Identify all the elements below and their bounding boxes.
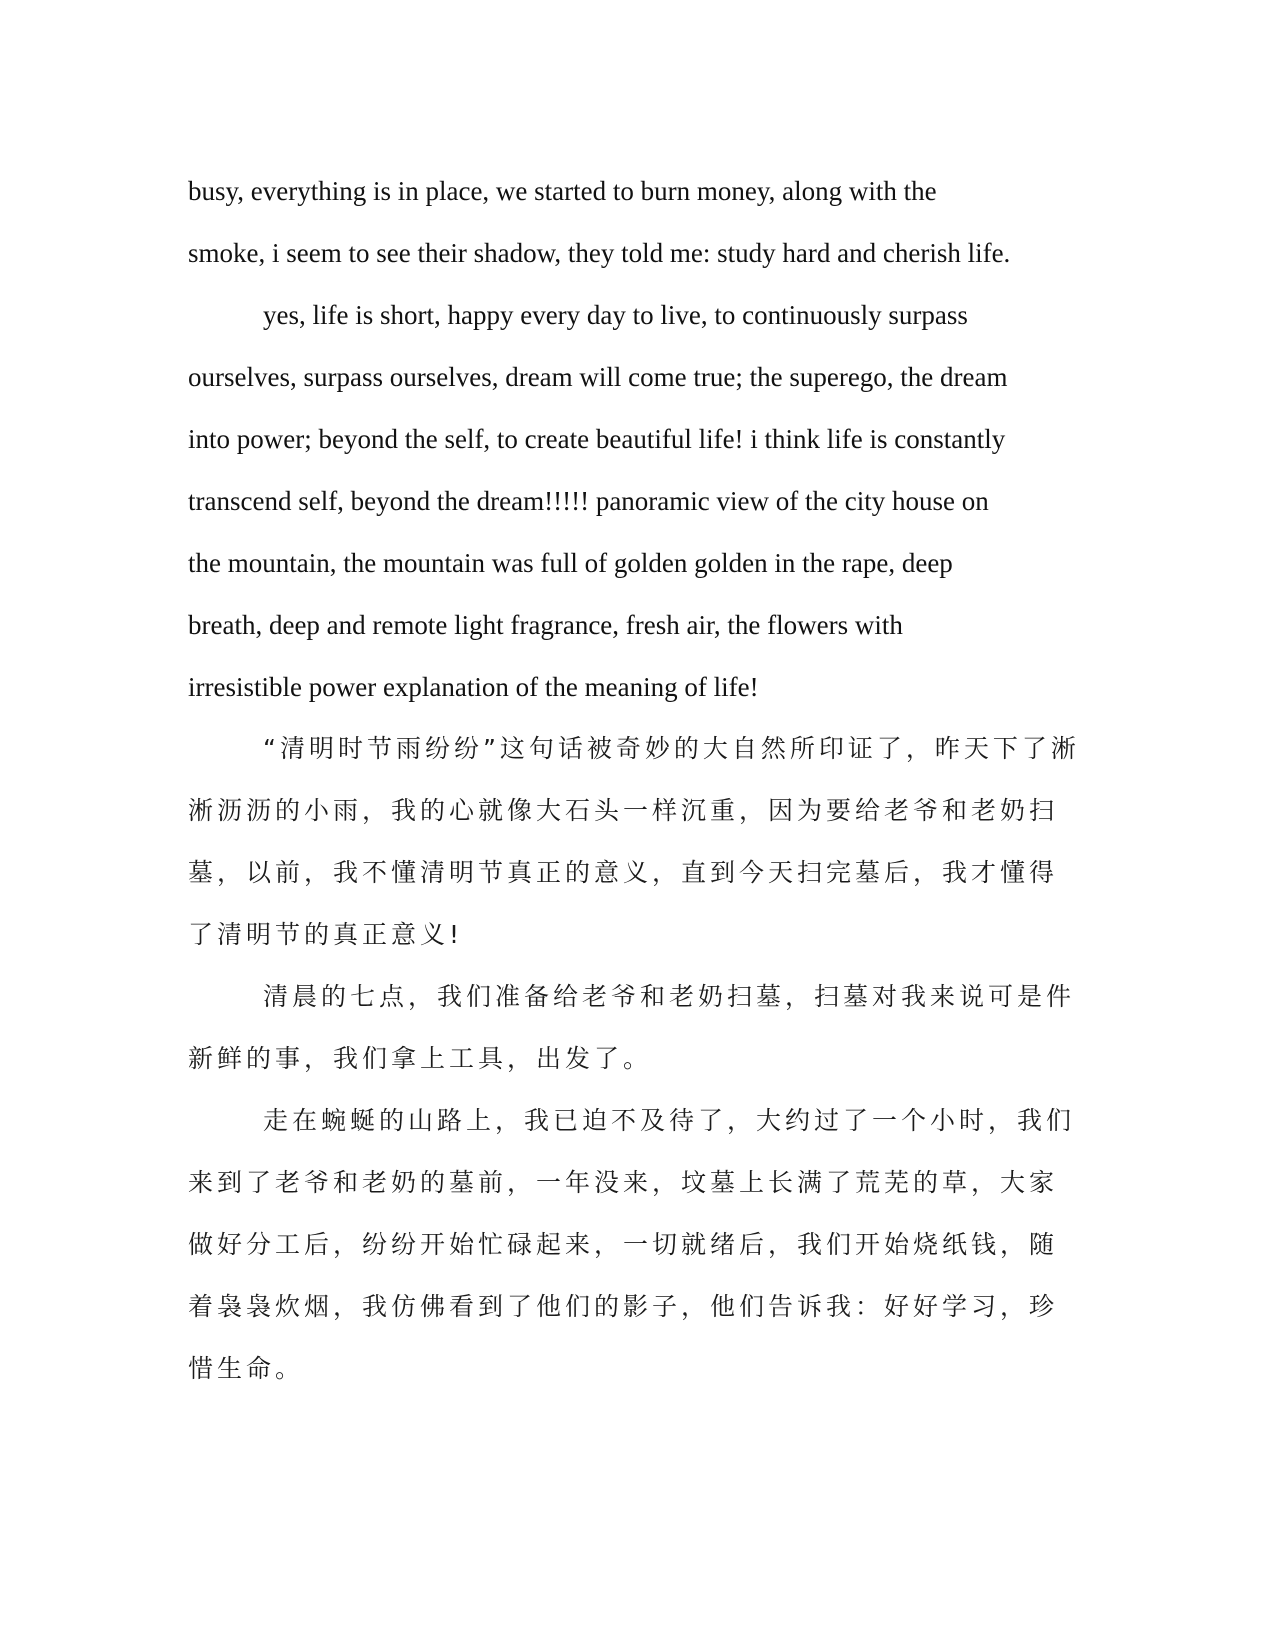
text-line: the mountain, the mountain was full of golden golden in the rape, deep [188, 548, 953, 578]
text-line: breath, deep and remote light fragrance, fresh air, the flowers with [188, 610, 903, 640]
chinese-paragraph-2 [188, 966, 1088, 1090]
text-line: yes, life is short, happy every day to live, to continuously surpass [263, 300, 968, 330]
text-line: “清明时节雨纷纷”这句话被奇妙的大自然所印证了，昨天下了淅 [263, 734, 1080, 763]
text-line: ourselves, surpass ourselves, dream will come true; the superego, the dream [188, 362, 1008, 392]
text-line: 清晨的七点，我们准备给老爷和老奶扫墓，扫墓对我来说可是件 [263, 982, 1076, 1011]
english-paragraph-1 [188, 160, 1088, 284]
text-line: into power; beyond the self, to create beautiful life! i think life is constantly [188, 424, 1006, 454]
text-line: busy, everything is in place, we started to burn money, along with the [188, 176, 937, 206]
text-line: 了清明节的真正意义! [188, 920, 464, 949]
text-line: 淅沥沥的小雨，我的心就像大石头一样沉重，因为要给老爷和老奶扫 [188, 796, 1059, 825]
text-line: 惜生命。 [188, 1354, 305, 1383]
chinese-paragraph-1 [188, 718, 1088, 966]
text-line: transcend self, beyond the dream!!!!! panoramic view of the city house on [188, 486, 989, 516]
text-line: 走在蜿蜒的山路上，我已迫不及待了，大约过了一个小时，我们 [263, 1106, 1076, 1135]
text-line: 做好分工后，纷纷开始忙碌起来，一切就绪后，我们开始烧纸钱，随 [188, 1230, 1059, 1259]
document-body [188, 160, 1088, 1400]
text-line: smoke, i seem to see their shadow, they told me: study hard and cherish life. [188, 238, 1011, 268]
text-line: 来到了老爷和老奶的墓前，一年没来，坟墓上长满了荒芜的草，大家 [188, 1168, 1059, 1197]
text-line: 着袅袅炊烟，我仿佛看到了他们的影子，他们告诉我：好好学习，珍 [188, 1292, 1059, 1321]
text-line: 墓，以前，我不懂清明节真正的意义，直到今天扫完墓后，我才懂得 [188, 858, 1059, 887]
chinese-paragraph-3 [188, 1090, 1088, 1400]
text-line: 新鲜的事，我们拿上工具，出发了。 [188, 1044, 653, 1073]
text-line: irresistible power explanation of the meaning of life! [188, 672, 759, 702]
english-paragraph-2 [188, 284, 1088, 718]
